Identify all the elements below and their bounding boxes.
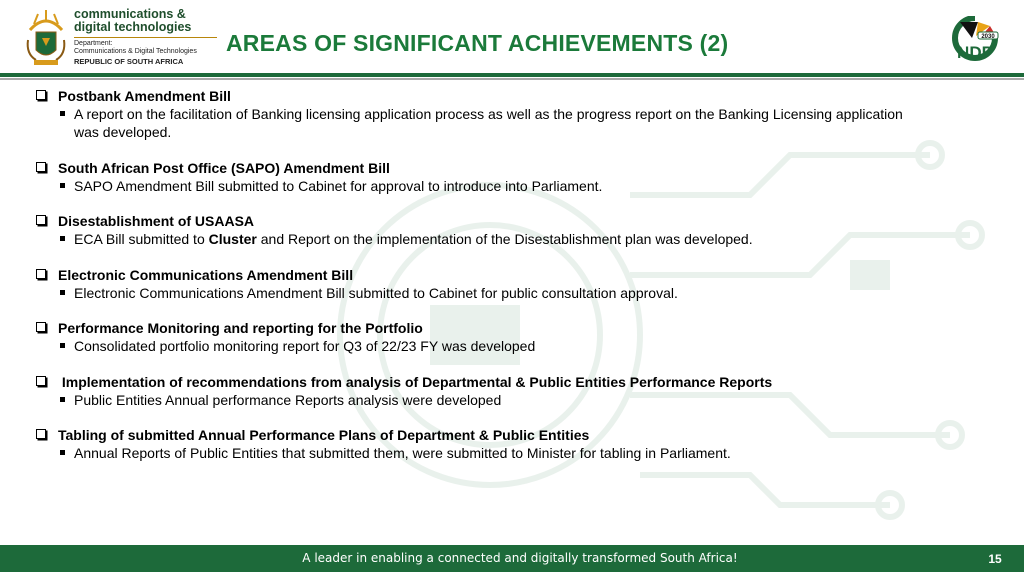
department-subtitle-line1: Department: <box>74 40 113 47</box>
ndp-2030-logo <box>950 16 1000 62</box>
square-bullet-icon <box>60 236 65 241</box>
section-heading <box>36 159 986 177</box>
square-bullet-icon <box>60 111 65 116</box>
page-title: AREAS OF SIGNIFICANT ACHIEVEMENTS (2) <box>226 30 729 56</box>
bullet-text: Consolidated portfolio monitoring report for Q3 of 22/23 FY was developed <box>74 338 536 354</box>
bullet-item <box>60 284 986 302</box>
coat-of-arms-icon <box>24 10 68 66</box>
section-heading <box>36 87 986 105</box>
bullet-text-bold: Cluster <box>208 231 257 247</box>
page-number: 15 <box>988 552 1002 566</box>
section-heading <box>36 373 986 391</box>
section-eca <box>36 266 986 302</box>
bullet-item <box>60 337 986 355</box>
section-performance-monitoring <box>36 319 986 355</box>
bullet-text: SAPO Amendment Bill submitted to Cabinet for approval to introduce into Parliament. <box>74 177 603 194</box>
bullet-item <box>60 105 986 141</box>
bullet-item <box>60 230 986 248</box>
section-heading-text: Tabling of submitted Annual Performance Plans of Department & Public Entities <box>58 427 590 443</box>
bullet-text-line2: was developed. <box>74 124 172 140</box>
section-heading-text: Implementation of recommendations from analysis of Departmental & Public Entities Performance Reports <box>58 373 773 390</box>
section-recommendations <box>36 373 986 409</box>
bullet-text-post: and Report on the implementation of the Disestablishment plan was developed. <box>256 231 753 247</box>
square-bullet-icon <box>60 290 65 295</box>
checkbox-bullet-icon <box>36 90 46 100</box>
department-name-line1: communications & <box>74 7 186 21</box>
section-heading-text: Disestablishment of USAASA <box>58 213 255 229</box>
bullet-text: Annual Reports of Public Entities that submitted them, were submitted to Minister for tabling in Parliament. <box>74 445 731 461</box>
footer-tagline: A leader in enabling a connected and digitally transformed South Africa! <box>302 551 738 565</box>
department-name <box>74 8 191 34</box>
square-bullet-icon <box>60 183 65 188</box>
bullet-text: Electronic Communications Amendment Bill submitted to Cabinet for public consultation approval. <box>74 284 678 301</box>
square-bullet-icon <box>60 397 65 402</box>
bullet-text <box>74 230 753 248</box>
ndp-year: 2030 <box>981 34 995 40</box>
section-heading <box>36 266 986 284</box>
section-heading-text: Postbank Amendment Bill <box>58 88 231 104</box>
department-subtitle-line2: Communications & Digital Technologies <box>74 48 197 55</box>
bullet-item <box>60 391 986 409</box>
section-heading-text: Performance Monitoring and reporting for the Portfolio <box>58 320 423 336</box>
square-bullet-icon <box>60 450 65 455</box>
checkbox-bullet-icon <box>36 269 46 279</box>
department-divider <box>74 37 217 38</box>
header-green-bar <box>0 73 1024 77</box>
bullet-text-pre: ECA Bill submitted to <box>74 231 209 247</box>
bullet-text: Public Entities Annual performance Reports analysis were developed <box>74 391 502 408</box>
department-logo <box>24 8 224 68</box>
header <box>0 0 1024 72</box>
ndp-text: NDP <box>957 43 993 62</box>
section-heading-text: South African Post Office (SAPO) Amendment Bill <box>58 159 390 176</box>
section-heading-text: Electronic Communications Amendment Bill <box>58 266 354 283</box>
bullet-item <box>60 444 986 462</box>
checkbox-bullet-icon <box>36 215 46 225</box>
section-heading <box>36 426 986 444</box>
section-sapo <box>36 159 986 195</box>
bullet-text-line1: A report on the facilitation of Banking licensing application process as well as the progress report on the Banking Licensing application <box>74 106 903 122</box>
checkbox-bullet-icon <box>36 162 46 172</box>
section-postbank <box>36 87 986 141</box>
square-bullet-icon <box>60 343 65 348</box>
achievements-list <box>36 87 986 480</box>
checkbox-bullet-icon <box>36 429 46 439</box>
section-heading <box>36 319 986 337</box>
checkbox-bullet-icon <box>36 322 46 332</box>
section-heading <box>36 212 986 230</box>
department-subtitle <box>74 40 197 56</box>
header-gray-bar <box>0 78 1024 80</box>
footer-bar <box>0 545 1024 572</box>
section-tabling <box>36 426 986 462</box>
republic-label: REPUBLIC OF SOUTH AFRICA <box>74 57 184 66</box>
checkbox-bullet-icon <box>36 376 46 386</box>
department-name-line2: digital technologies <box>74 20 192 34</box>
section-usaasa <box>36 212 986 248</box>
bullet-item <box>60 177 986 195</box>
bullet-text <box>74 105 903 141</box>
